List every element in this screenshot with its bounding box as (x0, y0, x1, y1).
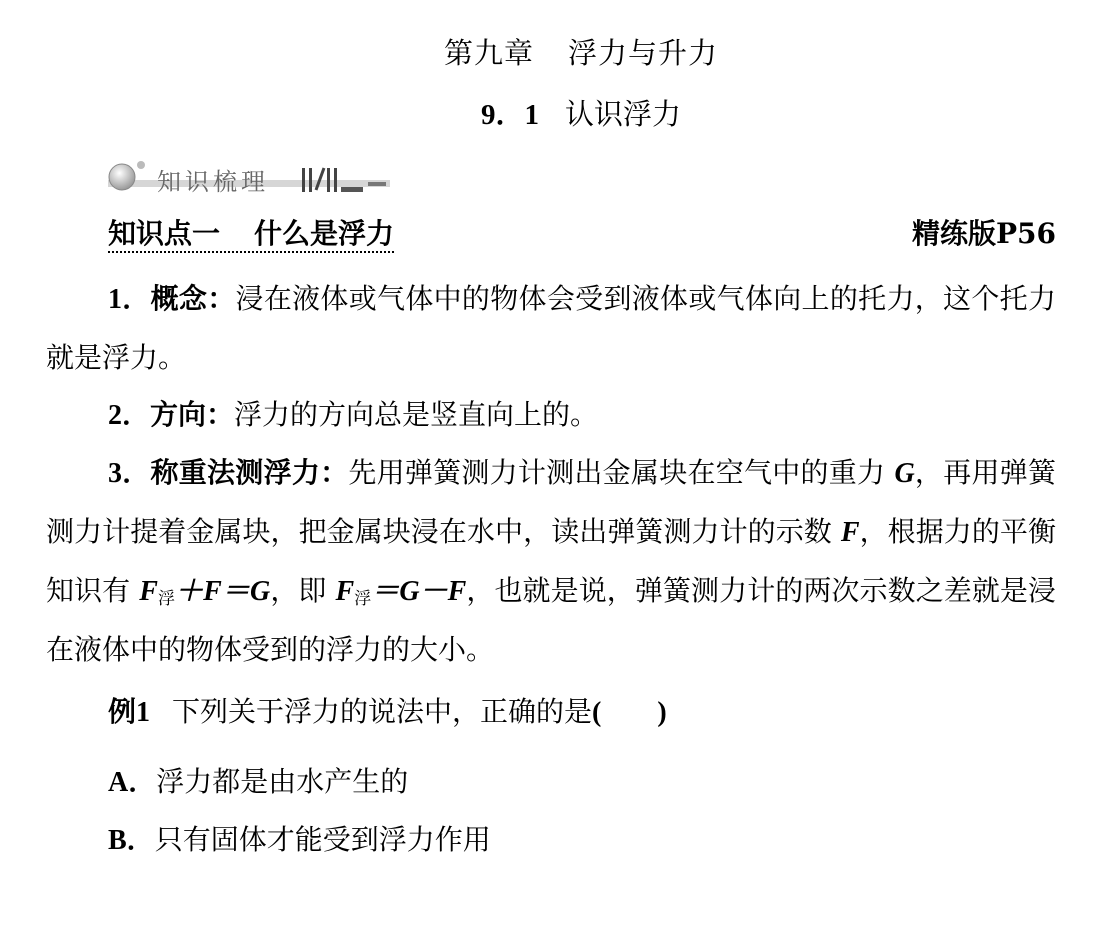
answer-close-paren: ) (657, 697, 667, 728)
formula-subscript: 浮 (354, 589, 372, 609)
variable-g: G (894, 458, 915, 489)
formula-buoyancy-symbol: F (139, 576, 158, 607)
chapter-name: 浮力与升力 (568, 36, 719, 70)
practice-reference: 精练版P56 (911, 217, 1056, 250)
formula-subscript: 浮 (157, 589, 176, 609)
item-direction (46, 386, 1056, 445)
chapter-label: 第九章 (443, 36, 534, 70)
option-text: 浮力都是由水产生的 (156, 765, 409, 798)
option-letter: A． (108, 767, 157, 798)
example-number: 1 (136, 697, 151, 728)
example-label: 例 (108, 695, 137, 728)
example-question-text: 下列关于浮力的说法中，正确的是 (172, 695, 593, 728)
item-text: 浸在液体或气体中的物体会受到液体或气体向上的托力，这个托力就是浮力。 (46, 282, 1056, 374)
variable-f: F (840, 517, 860, 548)
formula-buoyancy-symbol: F (335, 576, 355, 607)
item-number: 3． (108, 458, 151, 489)
formula-difference: ＝G－F (371, 576, 467, 607)
item-text-part: ，即 (270, 574, 327, 607)
item-text-part: 先用弹簧测力计测出金属块在空气中的重力 (348, 456, 886, 489)
item-term: 称重法测浮力： (150, 456, 349, 489)
option-a (108, 753, 408, 812)
knowledge-point-title: 什么是浮力 (254, 217, 395, 250)
item-term: 概念： (150, 282, 236, 315)
item-term: 方向： (150, 398, 235, 431)
answer-open-paren: ( (592, 697, 602, 728)
item-text-part: ，根据力的平衡知识有 (46, 515, 1056, 607)
item-concept (46, 270, 1056, 387)
formula-balance: ＋F＝G (175, 576, 271, 607)
option-letter: B． (108, 825, 155, 856)
knowledge-banner (108, 160, 390, 196)
option-b (108, 811, 491, 870)
section-title (0, 92, 1102, 133)
item-text-part: ，再用弹簧测力计提着金属块，把金属块浸在水中，读出弹簧测力计的示数 (46, 456, 1056, 548)
item-weighing-method (46, 444, 1056, 679)
item-number: 1． (108, 284, 151, 315)
item-text-part: ，也就是说，弹簧测力计的两次示数之差就是浸在液体中的物体受到的浮力的大小。 (46, 574, 1056, 666)
section-name: 认识浮力 (565, 97, 682, 131)
knowledge-point-label: 知识点一 (108, 217, 221, 250)
knowledge-point-heading (108, 217, 394, 253)
chapter-title (0, 31, 1102, 72)
example-question (108, 683, 667, 742)
section-number: 9．1 (480, 99, 539, 131)
option-text: 只有固体才能受到浮力作用 (154, 823, 491, 856)
item-number: 2． (108, 400, 151, 431)
banner-label: 知识梳理 (157, 168, 269, 196)
item-text: 浮力的方向总是竖直向上的。 (234, 398, 599, 431)
